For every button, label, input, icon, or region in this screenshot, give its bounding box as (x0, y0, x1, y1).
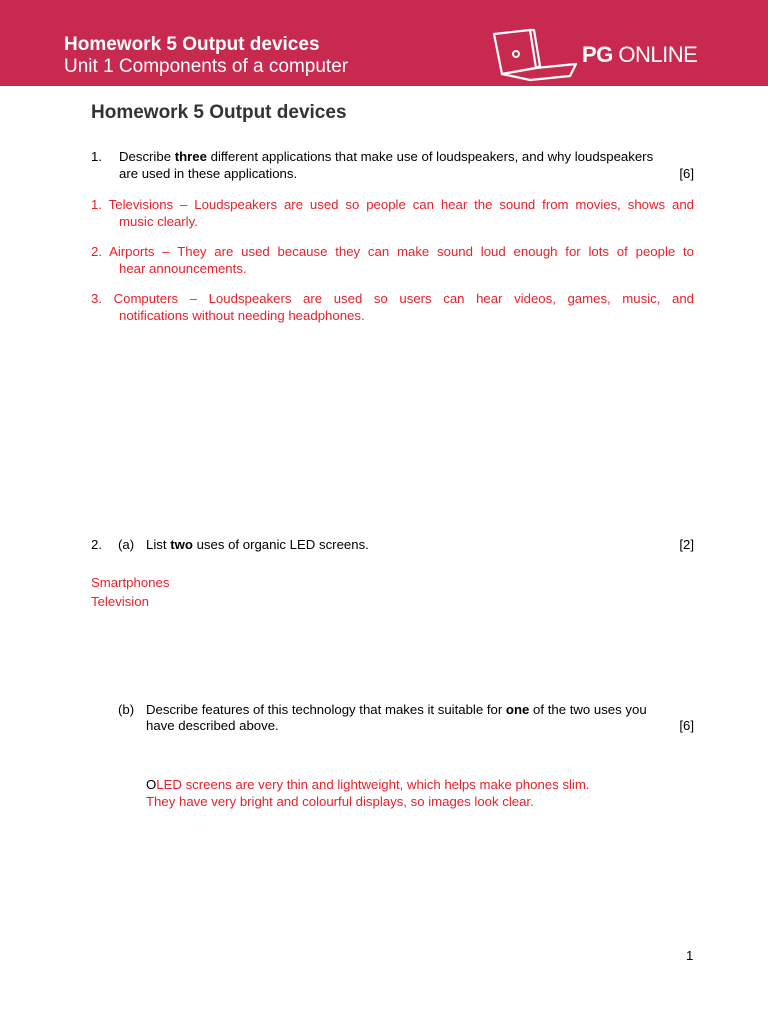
question-2a-marks: [2] (679, 537, 694, 552)
question-2b-text (146, 701, 647, 718)
question-2b-text-pre: Describe features of this technology that makes it suitable for (146, 702, 506, 717)
question-2b-text-bold: one (505, 702, 530, 717)
q1-answer-2-line2: hear announcements. (119, 261, 247, 276)
laptop-icon (490, 28, 578, 84)
logo-online: ONLINE (618, 42, 698, 67)
question-2b-marks: [6] (679, 718, 694, 733)
q2a-answer-1: Smartphones (91, 575, 170, 590)
question-1 (91, 148, 694, 184)
q1-answer-1-line2: music clearly. (119, 214, 198, 229)
header-subtitle: Unit 1 Components of a computer (64, 56, 349, 77)
question-1-text-post: different applications that make use of loudspeakers, and why loudspeakers (206, 149, 654, 164)
question-2a-text-pre: List (146, 537, 171, 552)
q2b-answer-line1-rest: LED screens are very thin and lightweight, which helps make phones slim. (156, 777, 590, 792)
logo-wordmark (582, 42, 697, 68)
q1-answer-3-line1: 3. Computers – Loudspeakers are used so users can hear videos, games, music, and (91, 291, 694, 306)
question-2a-text-post: uses of organic LED screens. (192, 537, 369, 552)
logo-pg: PG (582, 42, 613, 67)
question-2a (91, 536, 694, 554)
q1-answer-2 (91, 243, 694, 277)
q1-answer-3-line2: notifications without needing headphones. (119, 308, 365, 323)
question-2b-part: (b) (118, 702, 135, 717)
question-1-text-bold: three (174, 149, 207, 164)
q1-answer-1 (91, 196, 694, 230)
question-2a-part: (a) (118, 537, 135, 552)
question-2b-text-post: of the two uses you (529, 702, 647, 717)
question-2b-text-line2: have described above. (146, 718, 279, 733)
question-2a-text (146, 536, 369, 553)
q1-answer-3 (91, 290, 694, 324)
question-2b (91, 701, 694, 737)
document-title: Homework 5 Output devices (91, 102, 347, 123)
question-2a-text-bold: two (170, 537, 193, 552)
question-1-text-pre: Describe (119, 149, 175, 164)
page-number: 1 (686, 948, 694, 963)
question-1-number: 1. (91, 149, 102, 164)
question-2-number: 2. (91, 537, 102, 552)
q2a-answer-2: Television (91, 594, 149, 609)
q1-answer-2-line1: 2. Airports – They are used because they can make sound loud enough for lots of people to (91, 244, 694, 259)
q2b-answer-line1 (146, 776, 589, 793)
q2b-answer-o: O (146, 777, 157, 792)
question-1-marks: [6] (679, 166, 694, 181)
pg-online-logo (490, 28, 710, 84)
q2b-answer-line2: They have very bright and colourful displays, so images look clear. (146, 794, 534, 809)
question-1-text (119, 148, 694, 165)
question-1-text-line2: are used in these applications. (119, 166, 298, 181)
header-title: Homework 5 Output devices (64, 34, 320, 55)
header-band (0, 0, 768, 86)
q1-answer-1-line1: 1. Televisions – Loudspeakers are used so people can hear the sound from movies, shows and (91, 197, 694, 212)
